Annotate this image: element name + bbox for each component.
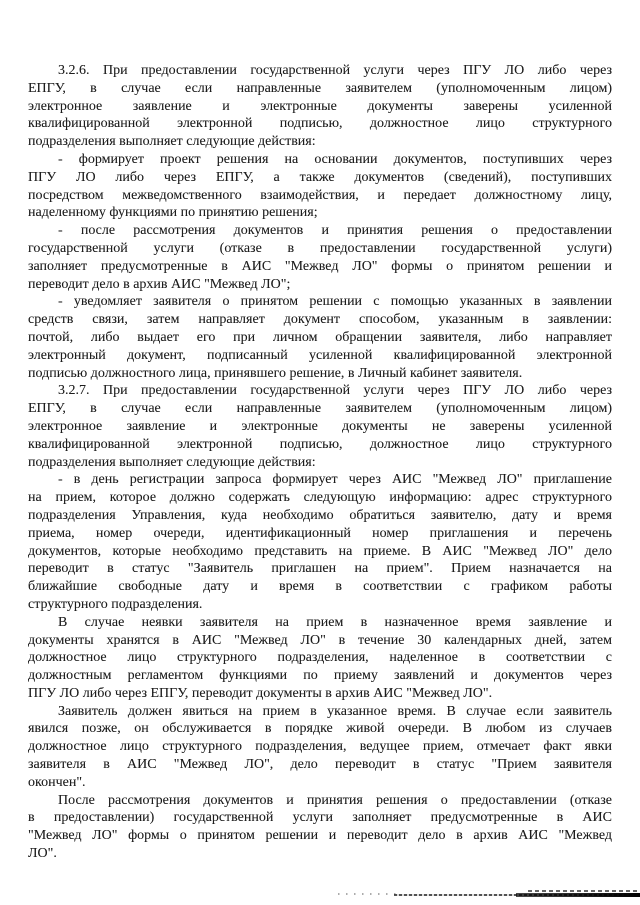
- text-line: "Межвед ЛО" формы о принятом решении и переводит дело в архив АИС "Межвед: [28, 828, 612, 844]
- text-line: 3.2.6. При предоставлении государственной услуги через ПГУ ЛО либо через: [58, 63, 612, 78]
- text-line: документы хранятся в АИС "Межвед ЛО" в течение 30 календарных дней, затем: [28, 632, 612, 648]
- text-line: После рассмотрения документов и принятия решения о предоставлении (отказе: [58, 792, 612, 808]
- text-line: документов, которые необходимо представить на приеме. В АИС "Межвед ЛО" дело: [28, 543, 612, 559]
- text-line: подразделения выполняет следующие действия:: [28, 134, 316, 150]
- text-line: электронное заявление и электронные документы заверены усиленной: [28, 98, 612, 114]
- text-line: окончен".: [28, 774, 86, 790]
- text-line: электронный документ, подписанный усиленной квалифицированной электронной: [28, 347, 612, 363]
- scan-artifact-dots: [338, 893, 396, 895]
- text-line: переводит в статус "Заявитель приглашен на прием". Прием назначается на: [28, 561, 612, 577]
- text-line: на прием, которое должно содержать следующую информацию: адрес структурного: [28, 490, 612, 506]
- text-line: должностное лицо структурного подразделения, наделенное в соответствии с: [28, 650, 612, 666]
- paragraph: [28, 382, 612, 471]
- paragraph: [28, 293, 612, 382]
- text-line: ПГУ ЛО либо через ЕПГУ, а также документов (сведений), поступивших: [28, 169, 612, 185]
- text-line: посредством межведомственного взаимодействия, и передает должностному лицу,: [28, 187, 612, 203]
- text-line: - уведомляет заявителя о принятом решении с помощью указанных в заявлении: [58, 294, 612, 310]
- text-line: явился позже, он обслуживается в порядке живой очереди. В любом из случаев: [28, 721, 612, 737]
- text-line: приема, номер очереди, идентификационный номер приглашения и перечень: [28, 525, 612, 541]
- text-line: подразделения Управления, куда необходимо обратиться заявителю, дату и время: [28, 507, 612, 523]
- text-line: квалифицированной электронной подписью, должностное лицо структурного: [28, 436, 612, 452]
- scan-artifact-dash-fringe: [528, 890, 640, 892]
- text-line: структурного подразделения.: [28, 596, 203, 612]
- paragraph: [28, 792, 612, 863]
- text-line: заявителя в АИС "Межвед ЛО", дело переводит в статус "Прием заявителя: [28, 757, 612, 773]
- paragraph: [28, 703, 612, 792]
- scan-artifact-solid-line: [516, 893, 640, 897]
- text-line: средств связи, затем направляет документ способом, указанным в заявлении:: [28, 312, 612, 328]
- text-line: ЕПГУ, в случае если направленные заявителем (уполномоченным лицом): [28, 401, 612, 417]
- text-line: заполняет предусмотренные в АИС "Межвед ЛО" формы о принятом решении и: [28, 258, 612, 274]
- text-line: - формирует проект решения на основании документов, поступивших через: [58, 151, 612, 167]
- text-line: - в день регистрации запроса формирует через АИС "Межвед ЛО" приглашение: [58, 472, 612, 488]
- text-line: должностным регламентом функциями по приему заявлений и документов через: [28, 668, 612, 684]
- text-line: ПГУ ЛО либо через ЕПГУ, переводит документы в архив АИС "Межвед ЛО".: [28, 685, 493, 701]
- text-line: подписью должностного лица, принявшего решение, в Личный кабинет заявителя.: [28, 365, 523, 381]
- text-line: наделенному функциями по принятию решения;: [28, 205, 318, 221]
- text-line: электронное заявление и электронные документы не заверены усиленной: [28, 418, 612, 434]
- text-line: - после рассмотрения документов и принятия решения о предоставлении: [58, 223, 612, 239]
- text-line: ЕПГУ, в случае если направленные заявителем (уполномоченным лицом): [28, 80, 612, 96]
- paragraph: [28, 222, 612, 293]
- text-line: подразделения выполняет следующие действия:: [28, 454, 316, 470]
- text-line: почтой, либо выдает его при личном обращении заявителя, либо направляет: [28, 329, 612, 345]
- text-line: в предоставлении) государственной услуги заполняет предусмотренные в АИС: [28, 810, 612, 826]
- text-line: В случае неявки заявителя на прием в назначенное время заявление и: [58, 614, 612, 630]
- text-line: квалифицированной электронной подписью, должностное лицо структурного: [28, 116, 612, 132]
- text-line: ближайшие свободные дату и время в соответствии с графиком работы: [28, 579, 612, 595]
- text-line: 3.2.7. При предоставлении государственной услуги через ПГУ ЛО либо через: [58, 383, 612, 399]
- paragraph: [28, 151, 612, 222]
- text-line: ЛО".: [28, 846, 57, 862]
- text-line: Заявитель должен явиться на прием в указанное время. В случае если заявитель: [58, 703, 612, 719]
- paragraph: [28, 471, 612, 613]
- paragraph: [28, 614, 612, 703]
- paragraph: [28, 62, 612, 151]
- document-body: [28, 62, 612, 863]
- text-line: должностное лицо структурного подразделения, ведущее прием, отмечает факт явки: [28, 739, 612, 755]
- text-line: государственной услуги (отказе в предоставлении государственной услуги): [28, 240, 612, 256]
- text-line: переводит дело в архив АИС "Межвед ЛО";: [28, 276, 291, 292]
